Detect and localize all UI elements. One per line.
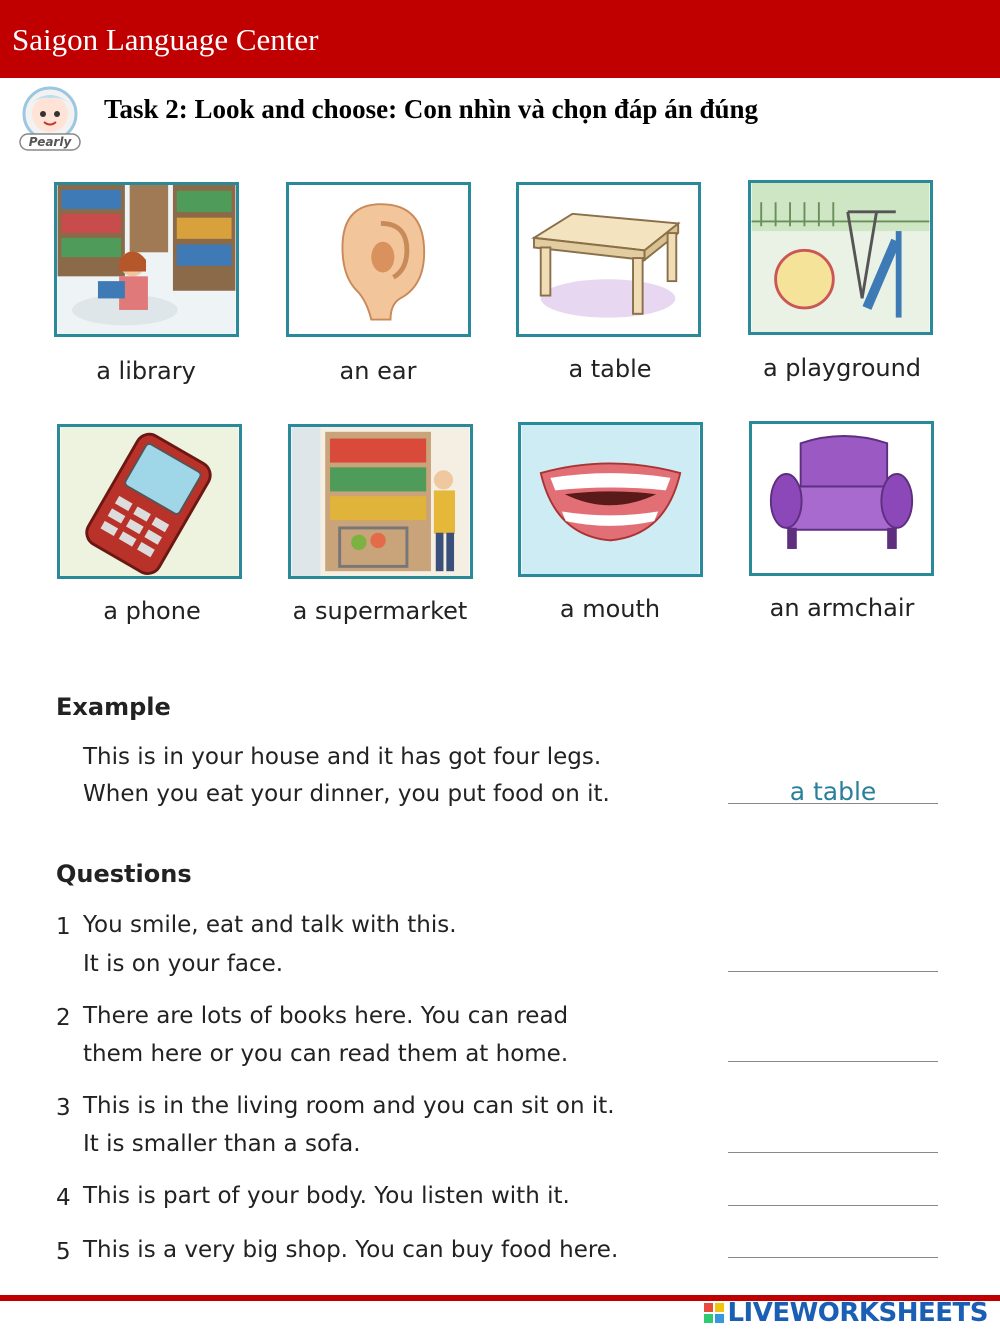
armchair-picture [749, 421, 934, 576]
question-text-line: them here or you can read them at home. [83, 1041, 569, 1067]
liveworksheets-logo[interactable] [704, 1296, 988, 1330]
ear-picture [286, 182, 471, 337]
picture-label: a table [568, 355, 652, 383]
phone-picture [57, 424, 242, 579]
question-number: 3 [56, 1095, 71, 1121]
picture-label: an armchair [769, 594, 915, 622]
question-number: 5 [56, 1239, 71, 1265]
question-text-line: This is a very big shop. You can buy food here. [83, 1237, 619, 1263]
question-text-line: You smile, eat and talk with this. [83, 912, 457, 938]
question-text-line: It is on your face. [83, 951, 284, 977]
answer-field-4[interactable] [728, 1205, 938, 1206]
answer-field-2[interactable] [728, 1061, 938, 1062]
question-text-line: There are lots of books here. You can read [83, 1003, 569, 1029]
picture-label: a mouth [559, 595, 661, 623]
picture-label: a library [96, 357, 196, 385]
task-title: Task 2: Look and choose: Con nhìn và chọn đáp án đúng [104, 94, 759, 124]
mouth-picture [518, 422, 703, 577]
org-name: Saigon Language Center [12, 22, 319, 57]
playground-picture [748, 180, 933, 335]
picture-label: a phone [103, 597, 201, 625]
question-text-line: It is smaller than a sofa. [83, 1131, 361, 1157]
table-picture [516, 182, 701, 337]
svg-text:Pearly: Pearly [28, 135, 72, 149]
question-text-line: This is in the living room and you can sit on it. [83, 1093, 615, 1119]
example-answer: a table [789, 777, 877, 806]
questions-heading: Questions [56, 860, 192, 888]
answer-field-3[interactable] [728, 1152, 938, 1153]
answer-field-5[interactable] [728, 1257, 938, 1258]
question-number: 4 [56, 1185, 71, 1211]
supermarket-picture [288, 424, 473, 579]
liveworksheets-brand: LIVEWORKSHEETS [727, 1298, 988, 1328]
question-number: 1 [56, 914, 71, 940]
question-text-line: This is part of your body. You listen with it. [83, 1183, 570, 1209]
answer-field-1[interactable] [728, 971, 938, 972]
picture-label: a supermarket [292, 597, 468, 625]
example-answer-line [728, 803, 938, 804]
header-bar [0, 0, 1000, 78]
library-picture [54, 182, 239, 337]
example-text-line: This is in your house and it has got four legs. [83, 744, 602, 770]
worksheet [35, 165, 960, 1290]
pearly-logo [14, 84, 86, 154]
liveworksheets-blocks-icon [704, 1303, 724, 1323]
question-number: 2 [56, 1005, 71, 1031]
example-text-line: When you eat your dinner, you put food on it. [83, 781, 610, 807]
picture-label: a playground [762, 354, 922, 382]
example-heading: Example [56, 693, 171, 721]
picture-label: an ear [339, 357, 417, 385]
